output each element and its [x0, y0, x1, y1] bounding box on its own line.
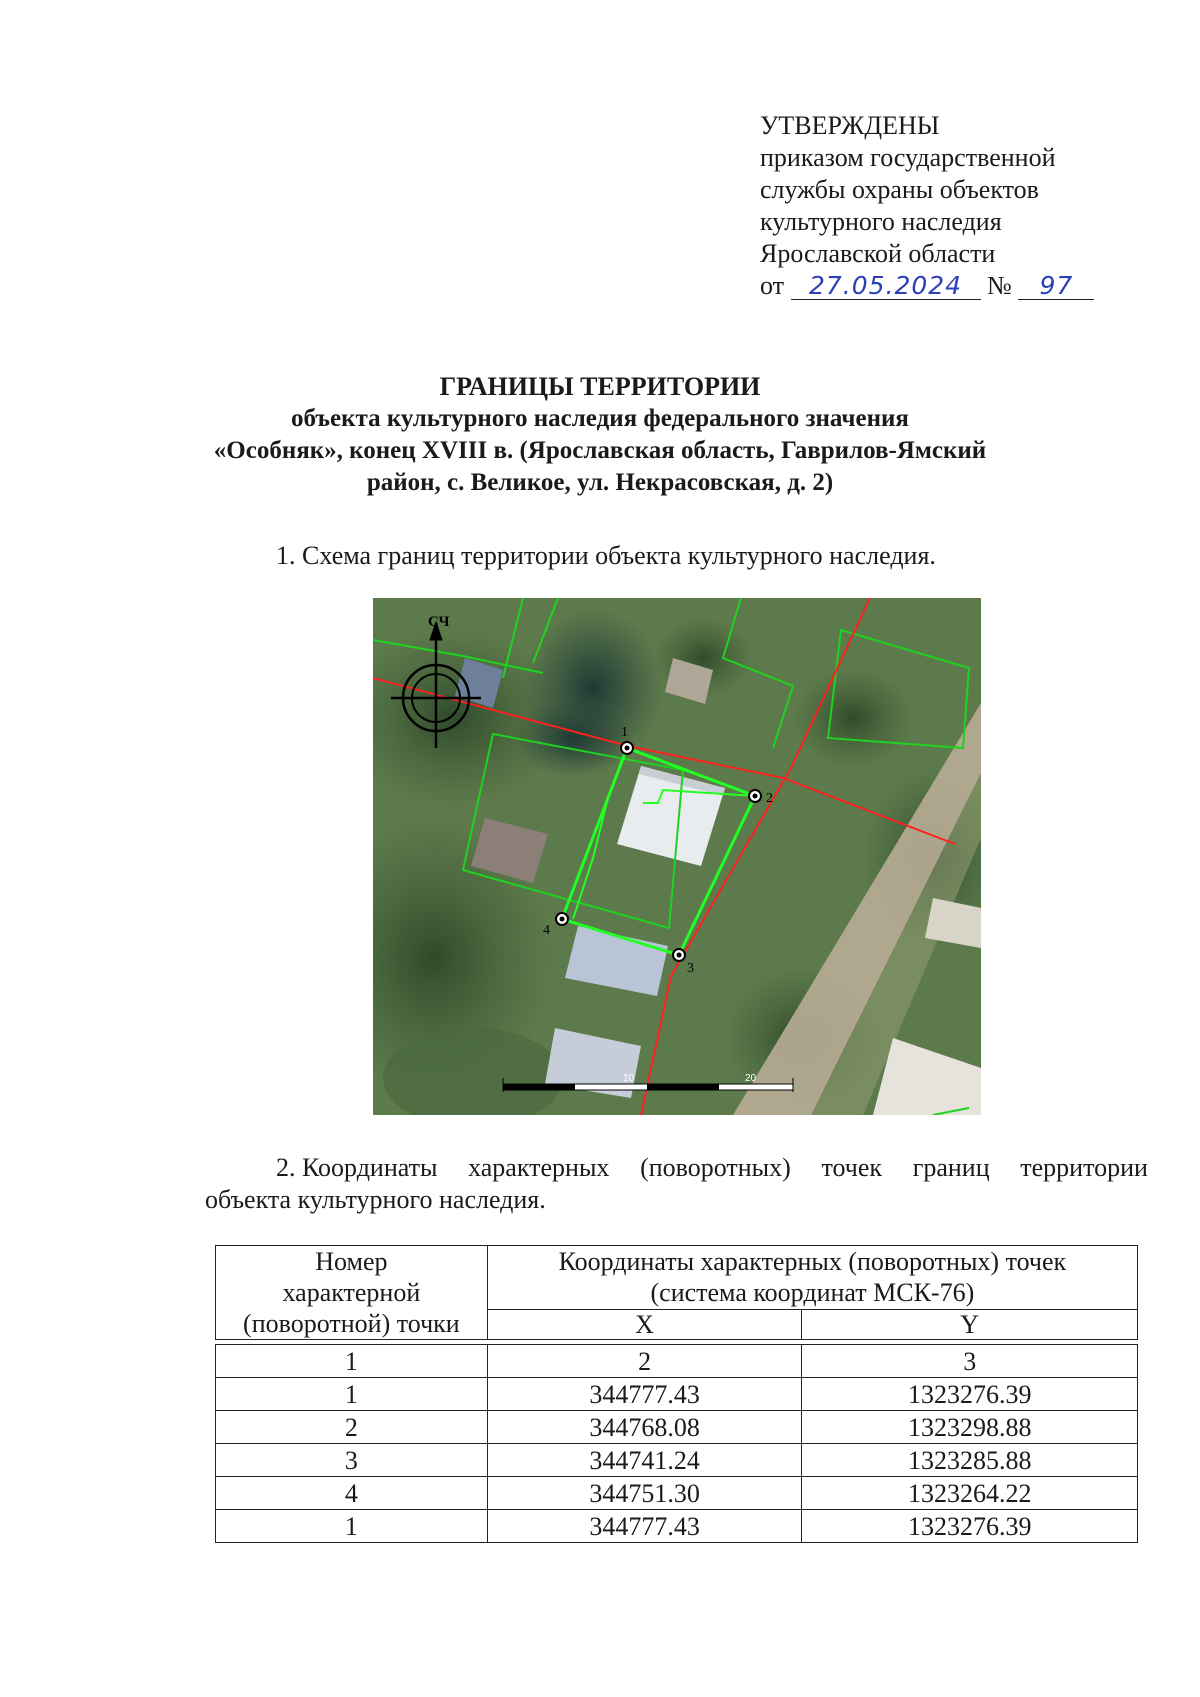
- table-row: [216, 1477, 1138, 1510]
- table-row: [216, 1510, 1138, 1543]
- y-coordinate-cell: 1323264.22: [802, 1477, 1138, 1510]
- scale-label: 20: [745, 1073, 757, 1084]
- y-header: Y: [802, 1309, 1138, 1339]
- boundary-point: [673, 949, 685, 961]
- table-header-row: [216, 1246, 1138, 1310]
- approval-date-line: [760, 270, 1094, 302]
- section-2-word: характерных: [468, 1153, 610, 1182]
- point-number-cell: 1: [216, 1510, 488, 1543]
- approval-heading: УТВЕРЖДЕНЫ: [760, 111, 940, 140]
- table-numbering-row: [216, 1345, 1138, 1378]
- x-coordinate-cell: 344741.24: [487, 1444, 802, 1477]
- section-2-word: точек: [821, 1153, 883, 1182]
- table-cell: 3: [802, 1345, 1138, 1378]
- table-row: [216, 1411, 1138, 1444]
- coordinates-header: Координаты характерных (поворотных) точек (система координат МСК-76): [487, 1246, 1137, 1310]
- table-cell: 1: [216, 1345, 488, 1378]
- approval-line: Ярославской области: [760, 239, 996, 268]
- point-number-cell: 3: [216, 1444, 488, 1477]
- y-coordinate-cell: 1323285.88: [802, 1444, 1138, 1477]
- boundary-point: [621, 742, 633, 754]
- section-2-line-2: объекта культурного наследия.: [205, 1185, 546, 1214]
- title-line: «Особняк», конец XVIII в. (Ярославская область, Гаврилов-Ямский: [213, 437, 987, 464]
- section-2-word: (поворотных): [640, 1153, 791, 1182]
- title-main: ГРАНИЦЫ ТЕРРИТОРИИ: [439, 372, 761, 401]
- section-2-word: территории: [1020, 1153, 1148, 1182]
- x-coordinate-cell: 344768.08: [487, 1411, 802, 1444]
- point-label: 1: [621, 725, 628, 740]
- title-line: район, с. Великое, ул. Некрасовская, д. 2): [366, 469, 834, 496]
- x-coordinate-cell: 344777.43: [487, 1378, 802, 1411]
- title-line: объекта культурного наследия федерального значения: [291, 405, 909, 432]
- boundary-point: [556, 913, 568, 925]
- scale-label: 10: [623, 1073, 635, 1084]
- order-number: 97: [1018, 273, 1094, 300]
- y-coordinate-cell: 1323276.39: [802, 1378, 1138, 1411]
- number-label: №: [987, 271, 1012, 300]
- section-2-word: границ: [912, 1153, 990, 1182]
- y-coordinate-cell: 1323276.39: [802, 1510, 1138, 1543]
- date-prefix: от: [760, 271, 785, 300]
- document-title: [200, 371, 1000, 499]
- point-label: 4: [543, 923, 550, 938]
- point-number-cell: 4: [216, 1477, 488, 1510]
- section-2-heading: [205, 1152, 1148, 1216]
- approval-block: [760, 110, 1094, 302]
- point-number-cell: 1: [216, 1378, 488, 1411]
- point-number-cell: 2: [216, 1411, 488, 1444]
- order-date: 27.05.2024: [791, 273, 981, 300]
- y-coordinate-cell: 1323298.88: [802, 1411, 1138, 1444]
- table-row: [216, 1378, 1138, 1411]
- section-2-word: 2. Координаты: [276, 1153, 438, 1182]
- approval-line: приказом государственной: [760, 143, 1056, 172]
- boundary-point: [749, 790, 761, 802]
- x-header: X: [487, 1309, 802, 1339]
- table-cell: 2: [487, 1345, 802, 1378]
- coordinates-table: [215, 1245, 1138, 1543]
- point-number-header: Номер характерной (поворотной) точки: [216, 1246, 488, 1340]
- point-label: 3: [687, 961, 694, 976]
- north-label: СЧ: [428, 614, 450, 630]
- approval-line: культурного наследия: [760, 207, 1002, 236]
- table-row: [216, 1444, 1138, 1477]
- approval-line: службы охраны объектов: [760, 175, 1039, 204]
- section-1-heading: 1. Схема границ территории объекта культурного наследия.: [276, 541, 936, 570]
- x-coordinate-cell: 344751.30: [487, 1477, 802, 1510]
- point-label: 2: [766, 791, 773, 806]
- x-coordinate-cell: 344777.43: [487, 1510, 802, 1543]
- section-2-line-1: [205, 1152, 1148, 1184]
- boundary-scheme-map: [373, 598, 981, 1115]
